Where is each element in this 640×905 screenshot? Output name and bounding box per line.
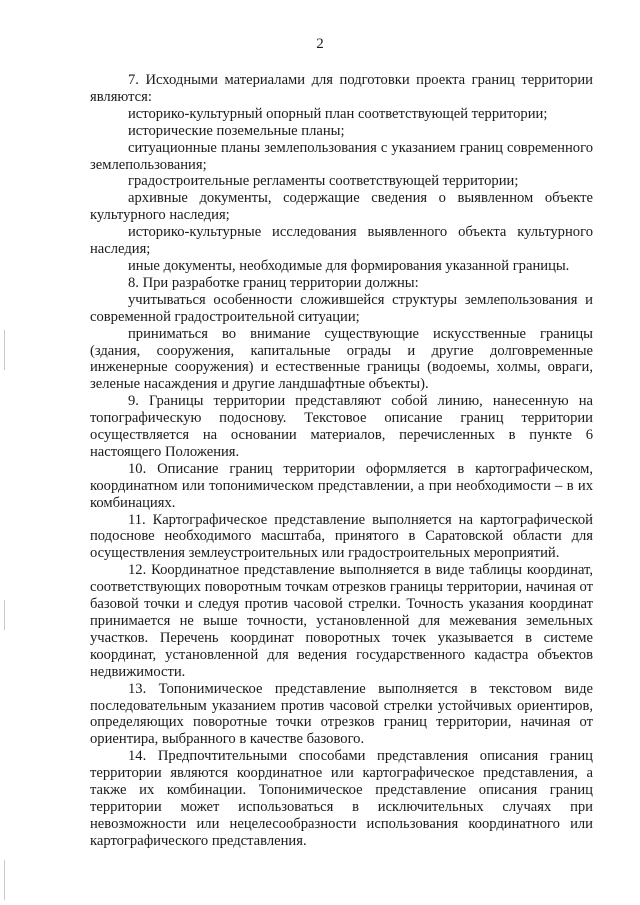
paragraph-9: 9. Границы территории представляют собой линию, нанесенную на топографическую подоснову. Текстовое описание границ территории осуществляется на основании материалов, перечисленных в пункте 6 настоящего Положения.: [90, 393, 593, 460]
list-item-cultural-research: историко-культурные исследования выявленного объекта культурного наследия;: [90, 224, 593, 258]
list-item-situational-plans: ситуационные планы землепользования с указанием границ современного землепользования;: [90, 139, 593, 173]
paragraph-13: 13. Топонимическое представление выполняется в текстовом виде последовательным указанием против часовой стрелки устойчивых ориентиров, определяющих поворотные точки отрезков границ территории, начиная от ориентира, выбранного в качестве базового.: [90, 680, 593, 748]
list-item-archive-documents: архивные документы, содержащие сведения о выявленном объекте культурного наследия;: [90, 190, 593, 224]
list-item-boundaries: приниматься во внимание существующие искусственные границы (здания, сооружения, капитальные ограды и другие долговременные инженерные сооружения) и естественные границы (водоемы, холмы, овраги, зеленые насаждения и другие ландшафтные объекты).: [90, 325, 593, 393]
list-item-other-documents: иные документы, необходимые для формирования указанной границы.: [128, 257, 570, 274]
list-item-land-use-structure: учитываться особенности сложившейся структуры землепользования и современной градостроительной ситуации;: [90, 291, 593, 325]
list-item-land-plans: исторические поземельные планы;: [128, 122, 345, 139]
scan-edge-mark: [4, 600, 5, 630]
list-item-regulations: градостроительные регламенты соответствующей территории;: [128, 173, 519, 190]
paragraph-7: 7. Исходными материалами для подготовки проекта границ территории являются:: [90, 72, 593, 105]
paragraph-12: 12. Координатное представление выполняется в виде таблицы координат, соответствующих поворотным точкам отрезков границы территории, начиная от базовой точки и следуя против часовой стрелки. Точность указания координат принимается не выше точности, установленной для межевания земельных участков. Перечень координат поворотных точек указывается в системе координат, установленной для ведения государственного кадастра объектов недвижимости.: [90, 562, 593, 680]
paragraph-14: 14. Предпочтительными способами представления описания границ территории являются координатное или картографическое представления, а также их комбинации. Топонимическое представление описания границ территории может использоваться в исключительных случаях при невозможности или нецелесообразности использования координатного или картографического представления.: [90, 748, 593, 849]
scan-edge-mark: [4, 860, 5, 900]
paragraph-10: 10. Описание границ территории оформляется в картографическом, координатном или топонимическом представлении, а при необходимости – в их комбинациях.: [90, 460, 593, 511]
paragraph-8: 8. При разработке границ территории должны:: [128, 274, 419, 291]
paragraph-11: 11. Картографическое представление выполняется на картографической подоснове необходимого масштаба, принятого в Саратовской области для осуществления землеустроительных или градостроительных мероприятий.: [90, 511, 593, 562]
scan-edge-mark: [4, 330, 5, 370]
page-number: 2: [316, 36, 324, 52]
list-item-cultural-plan: историко-культурный опорный план соответствующей территории;: [128, 105, 548, 122]
document-body: [90, 72, 593, 850]
